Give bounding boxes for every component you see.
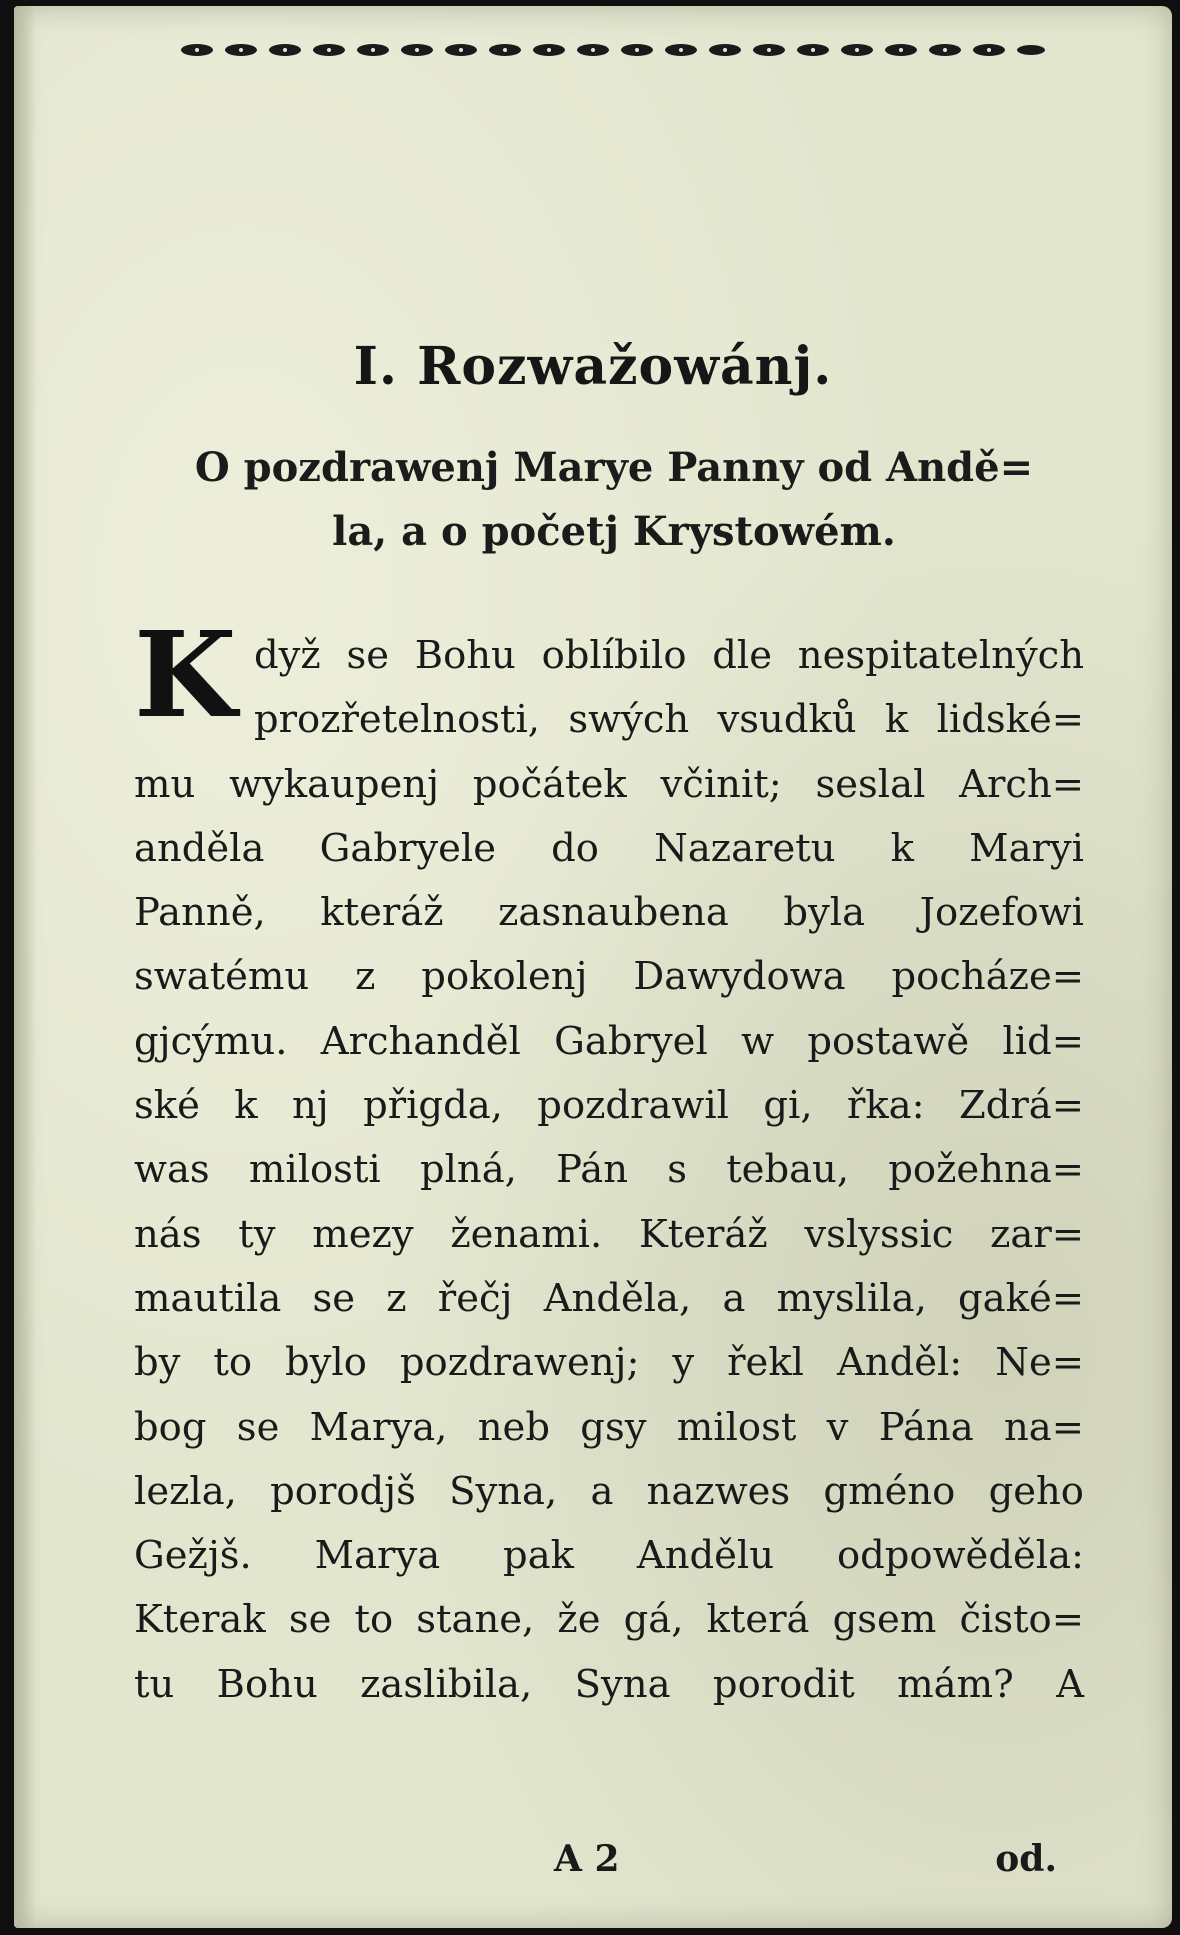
body-line: anděla Gabryele do Nazaretu k Maryi	[134, 825, 1084, 871]
catchword: od.	[995, 1838, 1057, 1880]
body-line: lezla, porodjš Syna, a nazwes gméno geho	[134, 1468, 1084, 1514]
drop-cap-initial: K	[134, 605, 237, 744]
subheading-line: O pozdrawenj Marye Panny od Andě=	[194, 444, 1034, 491]
body-paragraph	[134, 605, 1084, 1717]
ornament-chain-icon	[179, 36, 1049, 64]
body-line: prozřetelnosti, swých vsudků k lidské=	[254, 697, 1084, 743]
body-line: mautila se z řečj Anděla, a myslila, gaké=	[134, 1275, 1084, 1321]
body-line: swatému z pokolenj Dawydowa pocháze=	[134, 954, 1084, 1000]
body-line: Gežjš. Marya pak Andělu odpowěděla:	[134, 1533, 1084, 1579]
page-spine-shadow	[14, 6, 36, 1928]
body-line: nás ty mezy ženami. Kteráž vslyssic zar=	[134, 1211, 1084, 1257]
subheading-line: la, a o početj Krystowém.	[332, 508, 896, 555]
body-line: tu Bohu zaslibila, Syna porodit mám? A	[134, 1661, 1084, 1707]
body-line: bog se Marya, neb gsy milost v Pána na=	[134, 1404, 1084, 1450]
body-line: mu wykaupenj počátek včinit; seslal Arch=	[134, 761, 1084, 807]
body-line: Kterak se to stane, že gá, která gsem čisto=	[134, 1597, 1084, 1643]
body-line: Panně, kteráž zasnaubena byla Jozefowi	[134, 890, 1084, 936]
body-line: was milosti plná, Pán s tebau, požehna=	[134, 1147, 1084, 1193]
decorative-border-ornament	[179, 36, 1049, 64]
body-line: gjcýmu. Archanděl Gabryel w postawě lid=	[134, 1018, 1084, 1064]
signature-mark: A 2	[554, 1838, 620, 1880]
book-page	[14, 6, 1172, 1928]
body-line: ské k nj přigda, pozdrawil gi, řka: Zdrá=	[134, 1083, 1084, 1129]
body-line: by to bylo pozdrawenj; y řekl Anděl: Ne=	[134, 1340, 1084, 1386]
chapter-heading: I. Rozwažowánj.	[353, 336, 833, 397]
chapter-subheading	[144, 436, 1084, 564]
body-line: dyž se Bohu oblíbilo dle nespitatelných	[254, 633, 1084, 678]
